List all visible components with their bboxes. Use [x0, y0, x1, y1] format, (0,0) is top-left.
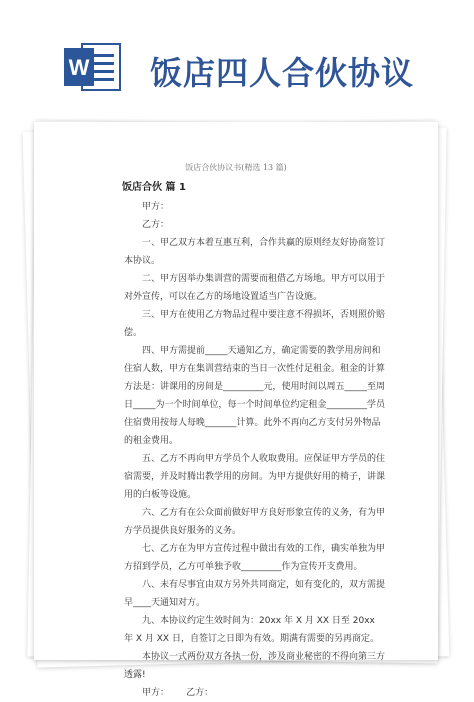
section-title: 饭店合伙 篇 1: [122, 182, 186, 193]
clause-2: 二、甲方因举办集训营的需要而租借乙方场地。甲方可以用于对外宣传，可以在乙方的场地设置适当广告设施。: [124, 274, 386, 302]
clause-3: 三、甲方在使用乙方物品过程中要注意不得损坏，否则照价赔偿。: [124, 310, 386, 338]
party-a-line: 甲方：: [142, 202, 170, 212]
word-icon-letter: W: [68, 55, 90, 80]
word-icon: [64, 42, 122, 92]
document-body: [124, 180, 386, 702]
clause-8: 八、未有尽事宜由双方另外共同商定，如有变化的，双方需提早____天通知对方。: [124, 580, 386, 608]
clause-1: 一、甲乙双方本着互惠互利，合作共赢的原则经友好协商签订本协议。: [124, 238, 386, 266]
document-page: [34, 122, 438, 698]
closing-note: 本协议一式两份双方各执一份，涉及商业秘密的不得向第三方透露!: [124, 652, 386, 680]
banner: [0, 0, 474, 112]
clause-6: 六、乙方有在公众面前做好甲方良好形象宣传的义务，有为甲方学员提供良好服务的义务。: [124, 508, 386, 536]
document-header: 饭店合伙协议书(精选 13 篇): [185, 163, 287, 172]
page-title: 饭店四人合伙协议: [150, 54, 415, 92]
party-b-line: 乙方：: [142, 220, 170, 230]
clause-4: 四、甲方需提前_____天通知乙方，确定需要的教学用房间和住宿人数，甲方在集训营结束的当日一次性付足租金。租金的计算方法是：讲课用的房间是_________元，使用时间以周五_____至周日_____为一个时间单位，每一个时间单位约定租金_________学员住宿费用按每人每晚_______计算。此外不再向乙方支付另外物品的租金费用。: [124, 346, 386, 446]
signature-line: 甲方： 乙方：: [142, 688, 214, 698]
clause-9: 九、本协议约定生效时间为：20xx 年 X 月 XX 日至 20xx 年 X 月 XX 日，自签订之日即为有效。期满有需要的另再商定。: [124, 616, 379, 644]
clause-5: 五、乙方不再向甲方学员个人收取费用。应保证甲方学员的住宿需要，并及时腾出教学用的房间。为甲方提供好用的椅子，讲课用的白板等设施。: [124, 454, 386, 500]
clause-7: 七、乙方在为甲方宣传过程中做出有效的工作，确实单独为甲方招到学员，乙方可单独予收_________作为宣传开支费用。: [124, 544, 386, 572]
